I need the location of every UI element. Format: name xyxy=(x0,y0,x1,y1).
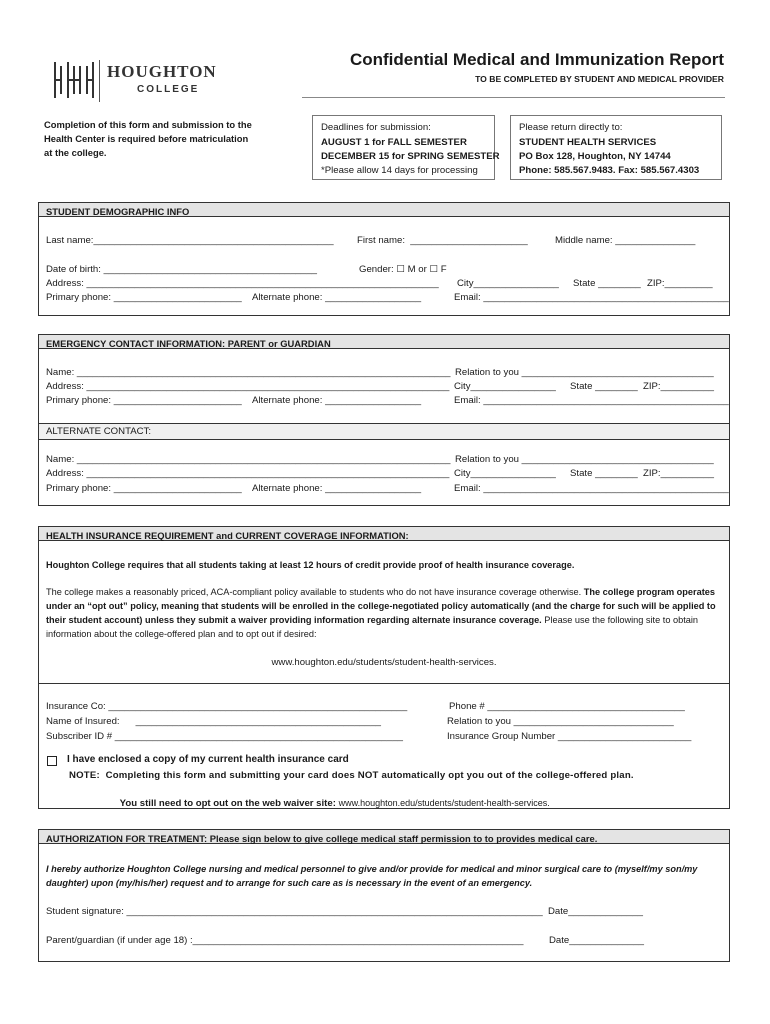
contact-relation-field[interactable]: Relation to you ____________________________________ xyxy=(455,367,714,378)
contact-address-field[interactable]: Address: ____________________________________________________________________ xyxy=(46,381,450,392)
insurance-divider xyxy=(39,683,729,684)
student-demographic-section xyxy=(38,202,730,316)
insurance-phone-field[interactable]: Phone # _____________________________________ xyxy=(449,701,685,712)
parent-date-field[interactable]: Date______________ xyxy=(549,935,644,946)
deadline-fall: AUGUST 1 for FALL SEMESTER xyxy=(321,137,467,148)
health-insurance-section xyxy=(38,526,730,809)
alt-contact-city-field[interactable]: City________________ xyxy=(454,468,556,479)
deadline-spring: DECEMBER 15 for SPRING SEMESTER xyxy=(321,151,500,162)
contact-state-field[interactable]: State ________ xyxy=(570,381,638,392)
alt-contact-zip-field[interactable]: ZIP:__________ xyxy=(643,468,714,479)
return-label: Please return directly to: xyxy=(519,122,623,133)
section-header: STUDENT DEMOGRAPHIC INFO xyxy=(39,203,729,217)
insured-name-field[interactable]: Name of Insured: ______________________________________________ xyxy=(46,716,382,727)
dob-field[interactable]: Date of birth: ________________________________________ xyxy=(46,264,318,275)
alt-contact-alternate-phone-field[interactable]: Alternate phone: __________________ xyxy=(252,483,422,494)
alt-contact-state-field[interactable]: State ________ xyxy=(570,468,638,479)
return-phone: Phone: 585.567.9483. Fax: 585.567.4303 xyxy=(519,165,700,176)
completion-note: Completion of this form and submission to the Health Center is required before matriculation at the college. xyxy=(44,119,252,158)
city-field[interactable]: City________________ xyxy=(457,278,559,289)
return-address: PO Box 128, Houghton, NY 14744 xyxy=(519,151,671,162)
alt-contact-address-field[interactable]: Address: ____________________________________________________________________ xyxy=(46,468,450,479)
return-box xyxy=(510,115,722,180)
alternate-contact-header: ALTERNATE CONTACT: xyxy=(39,423,729,440)
insurance-url[interactable]: www.houghton.edu/students/student-health-services. xyxy=(271,657,497,668)
student-date-field[interactable]: Date______________ xyxy=(548,906,643,917)
emergency-contact-section xyxy=(38,334,730,506)
deadlines-note: *Please allow 14 days for processing xyxy=(321,165,478,176)
insurance-company-field[interactable]: Insurance Co: ________________________________________________________ xyxy=(46,701,408,712)
state-field[interactable]: State ________ xyxy=(573,278,641,289)
deadlines-box xyxy=(312,115,500,180)
middle-name-field[interactable]: Middle name: _______________ xyxy=(555,235,696,246)
contact-alternate-phone-field[interactable]: Alternate phone: __________________ xyxy=(252,395,422,406)
contact-email-field[interactable]: Email: ______________________________________________ xyxy=(454,395,729,406)
section-header: EMERGENCY CONTACT INFORMATION: PARENT or GUARDIAN xyxy=(39,335,729,349)
page-title: Confidential Medical and Immunization Report xyxy=(349,50,724,69)
alt-contact-email-field[interactable]: Email: ______________________________________________ xyxy=(454,483,729,494)
section-header: AUTHORIZATION FOR TREATMENT: Please sign below to give college medical staff permission to to provides medical care. xyxy=(39,830,729,844)
insurance-policy-paragraph: The college makes a reasonably priced, ACA-compliant policy available to students who do not have insurance coverage otherwise. The college program operates under an “opt out” policy, meaning that students will be enrolled in the college-negotiated policy automatically (and the charge for such will be applied to their student account) unless they submit a waiver providing information regarding alternate insurance coverage. Please use the following site to obtain information about the college-offered plan and to opt out if desired: xyxy=(46,587,716,639)
contact-city-field[interactable]: City________________ xyxy=(454,381,556,392)
authorization-section xyxy=(38,829,730,962)
houghton-crest-icon xyxy=(52,60,96,100)
card-enclosed-label: I have enclosed a copy of my current health insurance card xyxy=(67,754,349,765)
first-name-field[interactable]: First name: ______________________ xyxy=(357,235,528,246)
insured-relation-field[interactable]: Relation to you ______________________________ xyxy=(447,716,674,727)
subscriber-id-field[interactable]: Subscriber ID # ______________________________________________________ xyxy=(46,731,403,742)
alt-contact-relation-field[interactable]: Relation to you ____________________________________ xyxy=(455,454,714,465)
logo-name: HOUGHTON xyxy=(107,62,217,81)
zip-field[interactable]: ZIP:_________ xyxy=(647,278,713,289)
insurance-requirement: Houghton College requires that all students taking at least 12 hours of credit provide proof of health insurance coverage. xyxy=(46,560,575,570)
alt-contact-primary-phone-field[interactable]: Primary phone: ________________________ xyxy=(46,483,242,494)
deadlines-label: Deadlines for submission: xyxy=(321,122,431,133)
opt-out-note-2: You still need to opt out on the web waiver site: www.houghton.edu/students/student-health-services. xyxy=(119,798,550,809)
student-signature-field[interactable]: Student signature: ______________________________________________________________________________ xyxy=(46,906,543,917)
title-rule xyxy=(302,97,725,98)
address-field[interactable]: Address: __________________________________________________________________ xyxy=(46,278,439,289)
card-enclosed-checkbox[interactable] xyxy=(47,756,57,766)
email-field[interactable]: Email: ______________________________________________ xyxy=(454,292,729,303)
logo-sub: COLLEGE xyxy=(137,84,200,95)
page-subtitle: TO BE COMPLETED BY STUDENT AND MEDICAL PROVIDER xyxy=(475,74,724,84)
last-name-field[interactable]: Last name:_____________________________________________ xyxy=(46,235,334,246)
alt-contact-name-field[interactable]: Name: ______________________________________________________________________ xyxy=(46,454,451,465)
parent-signature-field[interactable]: Parent/guardian (if under age 18) :______________________________________________________________ xyxy=(46,935,524,946)
contact-name-field[interactable]: Name: ______________________________________________________________________ xyxy=(46,367,451,378)
contact-primary-phone-field[interactable]: Primary phone: ________________________ xyxy=(46,395,242,406)
authorization-statement: I hereby authorize Houghton College nursing and medical personnel to give and/or provide for medical and minor surgical care to (myself/my son/my daughter) upon (my/his/her) request and to arrange for such care as is necessary in the event of an emergency. xyxy=(46,864,698,888)
return-office: STUDENT HEALTH SERVICES xyxy=(519,137,657,148)
alternate-phone-field[interactable]: Alternate phone: __________________ xyxy=(252,292,422,303)
contact-zip-field[interactable]: ZIP:__________ xyxy=(643,381,714,392)
section-header: HEALTH INSURANCE REQUIREMENT and CURRENT COVERAGE INFORMATION: xyxy=(39,527,729,541)
college-logo xyxy=(52,60,96,100)
primary-phone-field[interactable]: Primary phone: ________________________ xyxy=(46,292,242,303)
opt-out-note: NOTE: Completing this form and submitting your card does NOT automatically opt you out of the college-offered plan. xyxy=(69,770,634,781)
gender-field[interactable]: Gender: ☐ M or ☐ F xyxy=(359,264,447,275)
logo-divider xyxy=(99,60,100,102)
insurance-group-field[interactable]: Insurance Group Number _________________________ xyxy=(447,731,692,742)
